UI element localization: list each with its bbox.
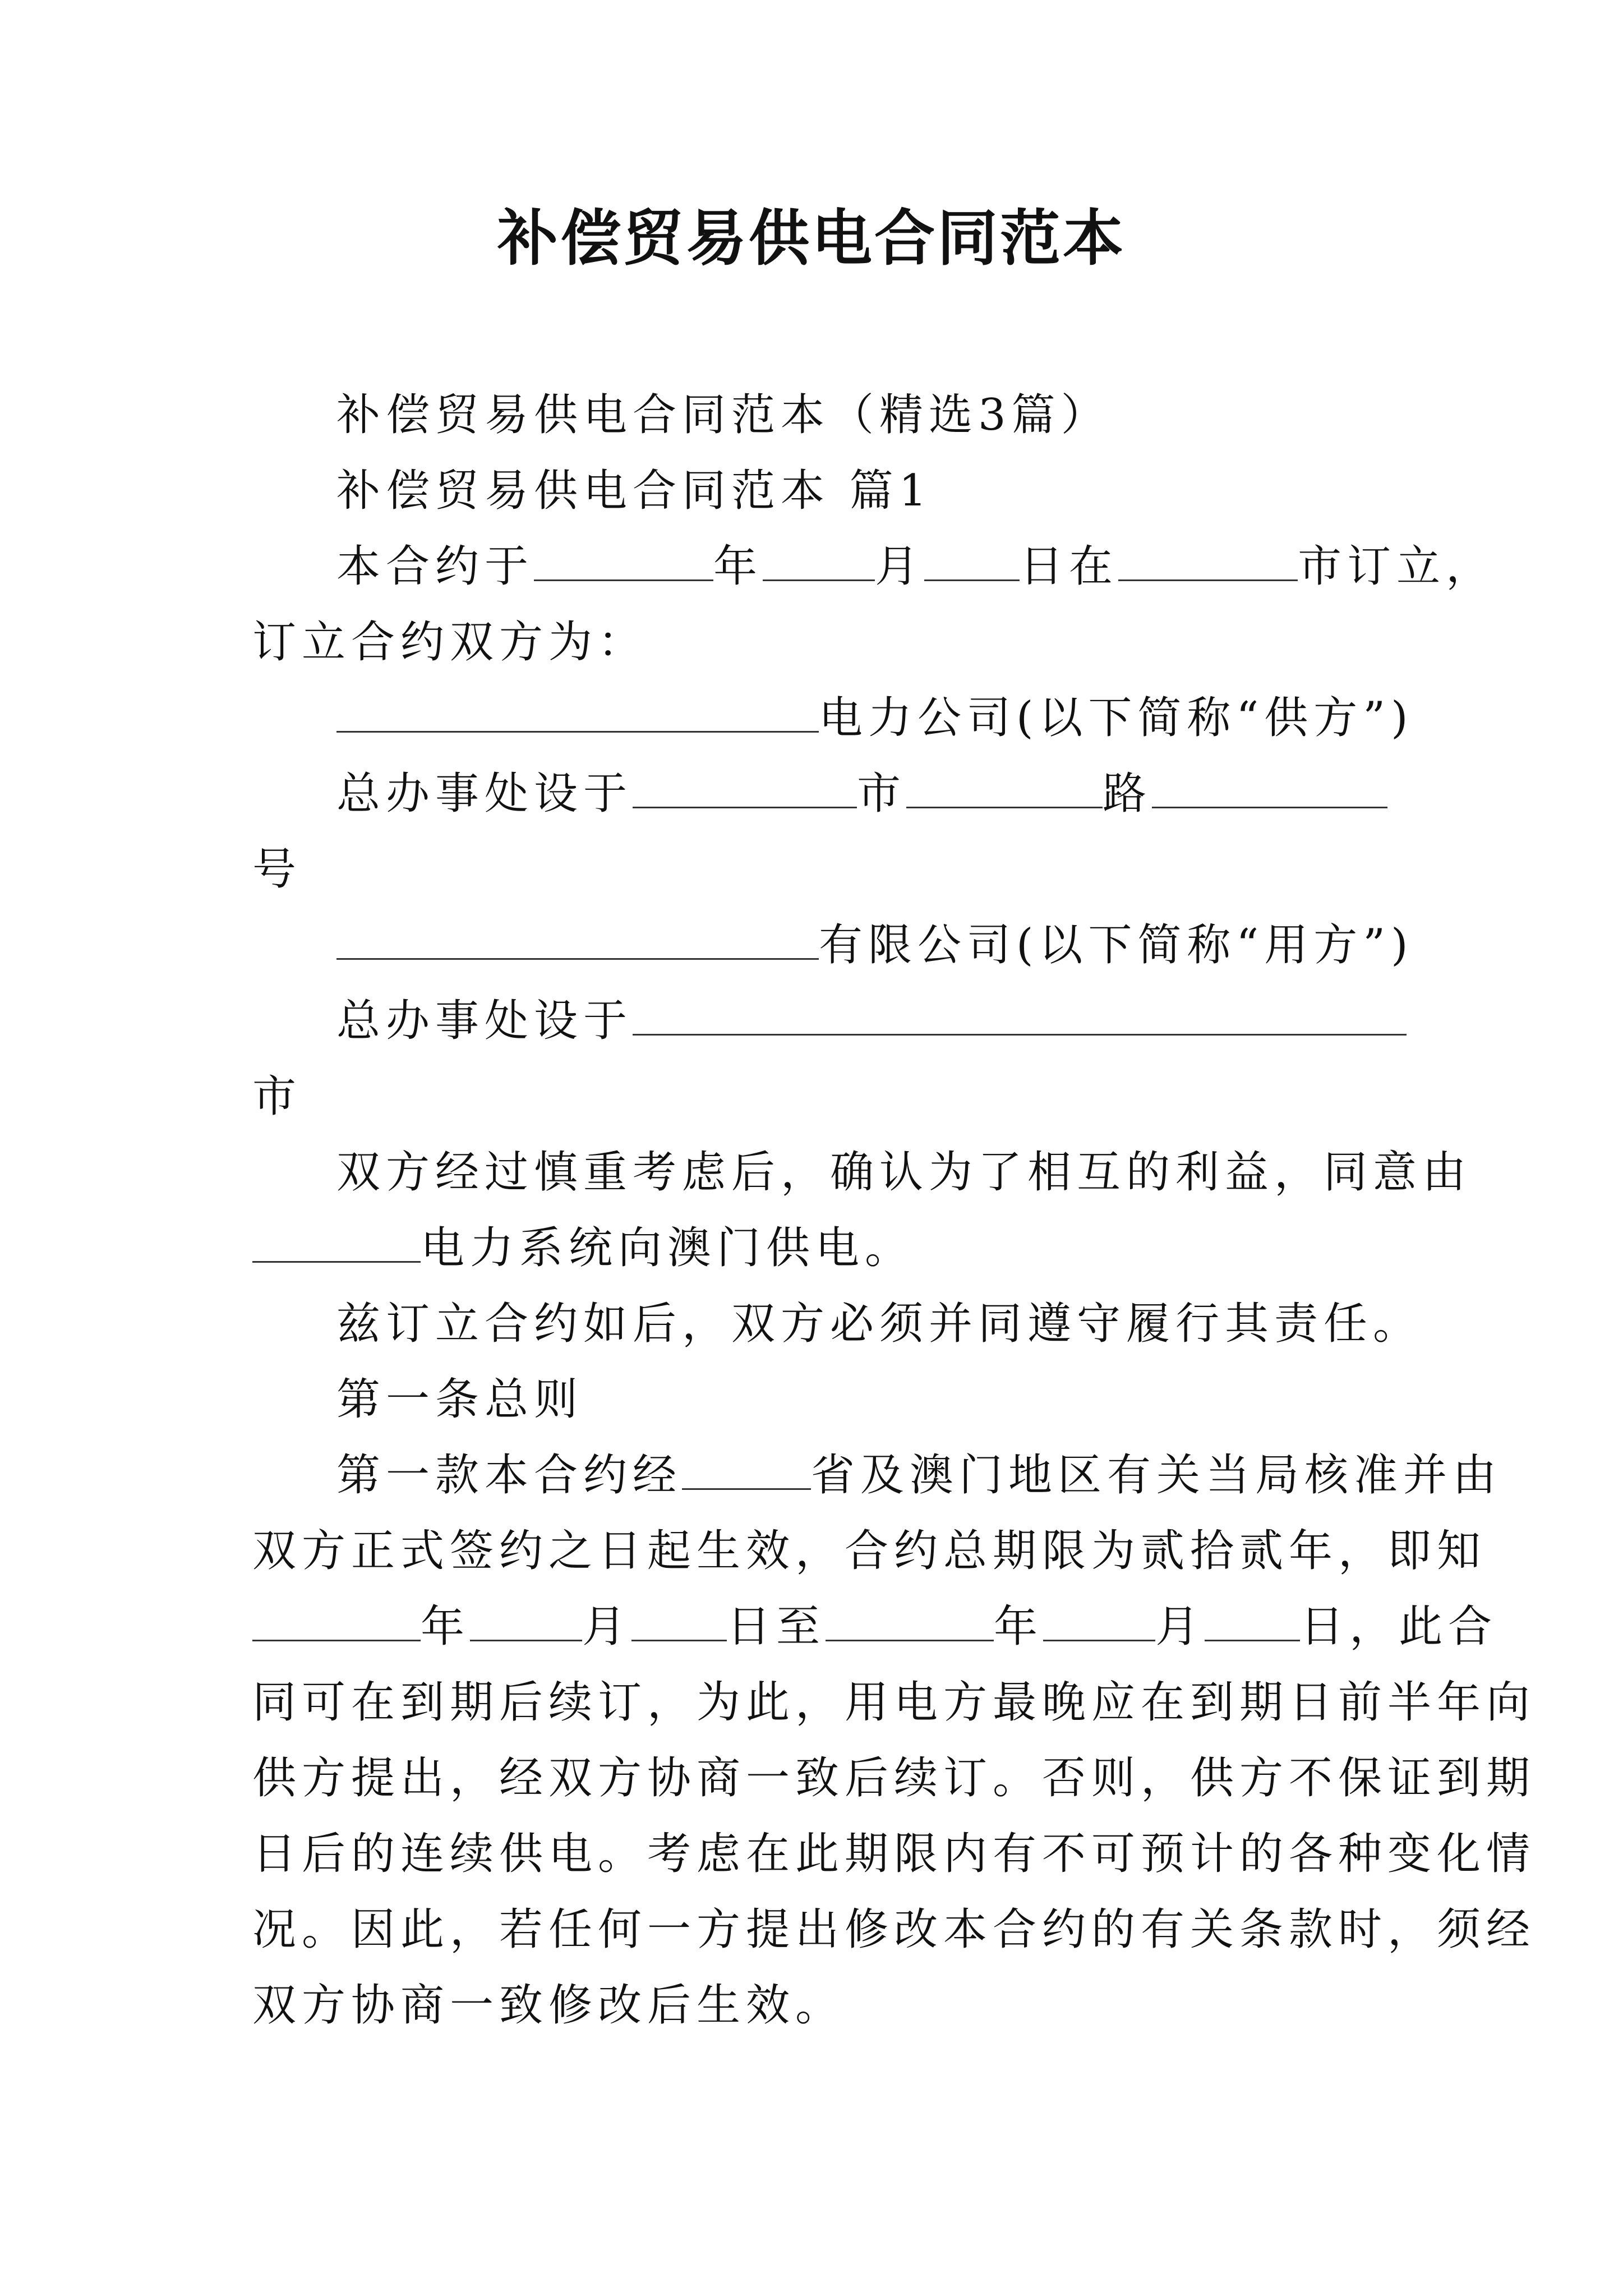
paragraph-line: 双方协商一致修改后生效。: [252, 1980, 845, 2031]
blank-field: [631, 1600, 727, 1641]
blank-field: [252, 1600, 421, 1641]
blank-field: [633, 767, 857, 808]
article-heading: 第一条总则: [336, 1374, 584, 1425]
blank-field: [1043, 1600, 1155, 1641]
blank-field: [1152, 767, 1387, 808]
text-segment: 日至: [727, 1602, 826, 1652]
supplier-line: [336, 690, 1414, 746]
buyer-line: [336, 917, 1414, 973]
term-dates-line: [252, 1599, 1498, 1655]
text-segment: 市订立，: [1298, 541, 1496, 592]
supplier-address-line: [336, 766, 1391, 822]
blank-field: [826, 1600, 994, 1641]
blank-field: [336, 692, 819, 733]
text-segment: 总办事处设于: [336, 996, 633, 1046]
blank-field: [1118, 540, 1298, 581]
text-segment: 年: [994, 1602, 1044, 1652]
blank-field: [470, 1600, 582, 1641]
section-heading: 补偿贸易供电合同范本 篇1: [336, 466, 933, 516]
document-title: 补偿贸易供电合同范本: [497, 203, 1126, 274]
blank-field: [763, 540, 875, 581]
paragraph-line: 供方提出，经双方协商一致后续订。否则，供方不保证到期: [252, 1753, 1536, 1803]
text-segment: 市: [857, 769, 907, 819]
text-segment: 电力系统向澳门供电。: [421, 1223, 915, 1273]
text-segment: 月: [582, 1602, 632, 1652]
text-segment: 年: [421, 1602, 471, 1652]
text-segment: 有限公司(以下简称“用方”): [819, 920, 1414, 970]
buyer-address-line: [336, 993, 1391, 1049]
paragraph-line: 况。因此，若任何一方提出修改本合约的有关条款时，须经: [252, 1904, 1536, 1955]
text-segment: 月: [1155, 1602, 1205, 1652]
text-segment: 日，此合: [1300, 1602, 1498, 1652]
document-subtitle: 补偿贸易供电合同范本（精选3篇）: [336, 390, 1110, 440]
text-segment: 路: [1103, 769, 1152, 819]
text-segment: 第一款本合约经: [336, 1450, 683, 1501]
text-segment: 日在: [1020, 541, 1119, 592]
paragraph-line: 兹订立合约如后，双方必须并同遵守履行其责任。: [336, 1299, 1423, 1349]
paragraph-line: 号: [252, 844, 302, 895]
paragraph-line: 订立合约双方为：: [252, 617, 648, 668]
text-segment: 电力公司(以下简称“供方”): [819, 693, 1414, 743]
paragraph-line: 双方经过慎重考虑后，确认为了相互的利益，同意由: [336, 1147, 1472, 1198]
paragraph-line: 日后的连续供电。考虑在此期限内有不可预计的各种变化情: [252, 1829, 1536, 1879]
text-segment: 月: [875, 541, 925, 592]
paragraph-line: 市: [252, 1071, 302, 1122]
blank-field: [924, 540, 1020, 581]
text-segment: 本合约于: [336, 541, 534, 592]
blank-field: [1205, 1600, 1300, 1641]
blank-field: [252, 1222, 421, 1263]
text-segment: 省及澳门地区有关当局核准并由: [811, 1450, 1502, 1501]
text-segment: 总办事处设于: [336, 769, 633, 819]
paragraph-line: [252, 1220, 1391, 1276]
blank-field: [534, 540, 713, 581]
paragraph-line: [336, 1447, 1502, 1503]
paragraph-line: 同可在到期后续订，为此，用电方最晚应在到期日前半年向: [252, 1677, 1536, 1728]
blank-field: [682, 1449, 811, 1490]
paragraph-line: 双方正式签约之日起生效，合约总期限为贰拾贰年，即知: [252, 1526, 1487, 1576]
text-segment: 年: [713, 541, 763, 592]
contract-date-line: [336, 539, 1496, 595]
blank-field: [633, 995, 1407, 1036]
blank-field: [336, 919, 819, 960]
blank-field: [906, 767, 1103, 808]
